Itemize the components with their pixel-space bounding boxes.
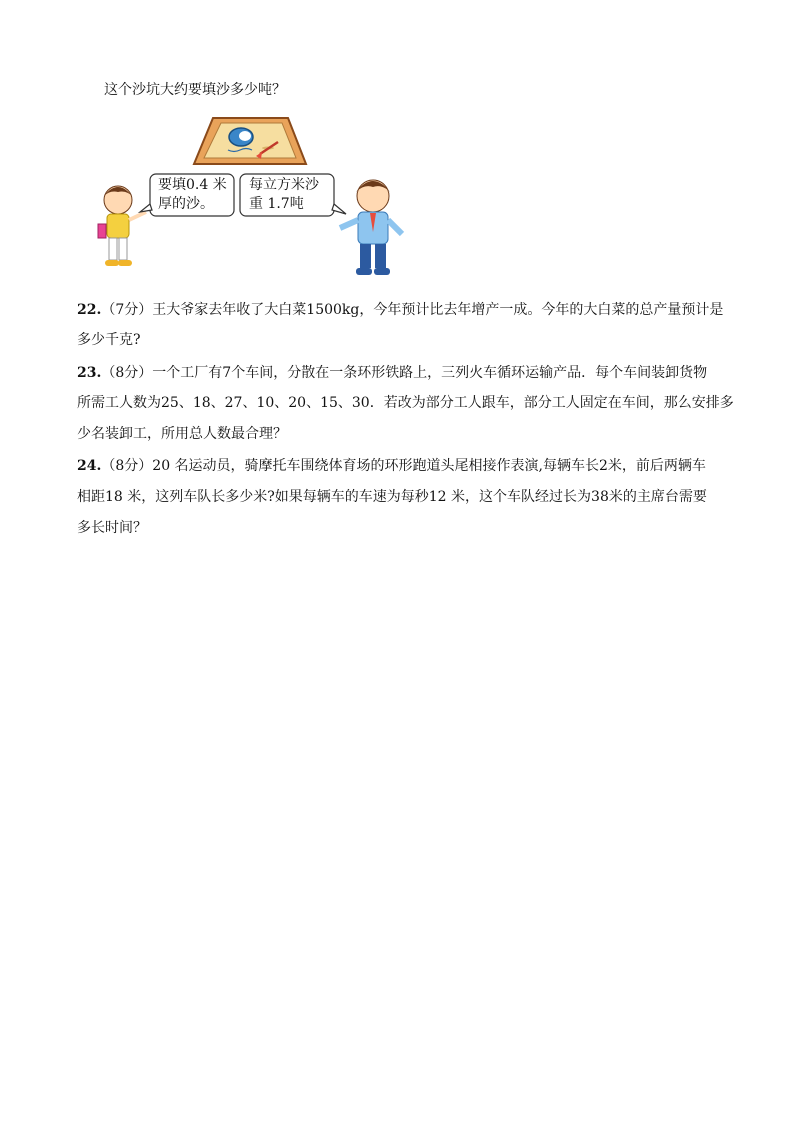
bubble-right-line1: 每立方米沙 (249, 177, 319, 193)
bubble-right-line2: 重 1.7吨 (249, 196, 304, 212)
question-text: 王大爷家去年收了大白菜1500kg，今年预计比去年增产一成。今年的大白菜的总产量预计是 (152, 302, 724, 318)
sandbox-illustration (88, 112, 418, 290)
bubble-left-line1: 要填0.4 米 (158, 177, 227, 193)
boy-left-icon (98, 186, 146, 266)
question-24-line-2: 相距18 米，这列车队长多少米?如果每辆车的车速为每秒12 米，这个车队经过长为38米的主席台需要 (77, 489, 707, 505)
intro-question: 这个沙坑大约要填沙多少吨？ (104, 82, 286, 98)
question-number: 23. (77, 365, 102, 381)
bubble-left-line2: 厚的沙。 (158, 196, 214, 212)
question-score: （8分） (101, 365, 153, 381)
question-24-line-1 (77, 456, 706, 476)
question-text: 一个工厂有7个车间，分散在一条环形铁路上，三列火车循环运输产品．每个车间装卸货物 (152, 365, 708, 381)
question-23-line-3: 少名装卸工，所用总人数最合理？ (77, 426, 287, 442)
question-text: 20 名运动员，骑摩托车围绕体育场的环形跑道头尾相接作表演,每辆车长2米，前后两辆车 (152, 458, 706, 474)
question-23-line-2: 所需工人数为25、18、27、10、20、15、30．若改为部分工人跟车，部分工人固定在车间，那么安排多 (77, 395, 734, 411)
question-score: （7分） (101, 302, 153, 318)
question-23-line-1 (77, 363, 707, 383)
boy-right-icon (340, 180, 402, 275)
question-24-line-3: 多长时间？ (77, 520, 147, 536)
question-22-line-2: 多少千克? (77, 332, 141, 348)
question-number: 24. (77, 458, 102, 474)
question-22-line-1 (77, 300, 723, 320)
question-number: 22. (77, 302, 102, 318)
question-score: （8分） (101, 458, 153, 474)
